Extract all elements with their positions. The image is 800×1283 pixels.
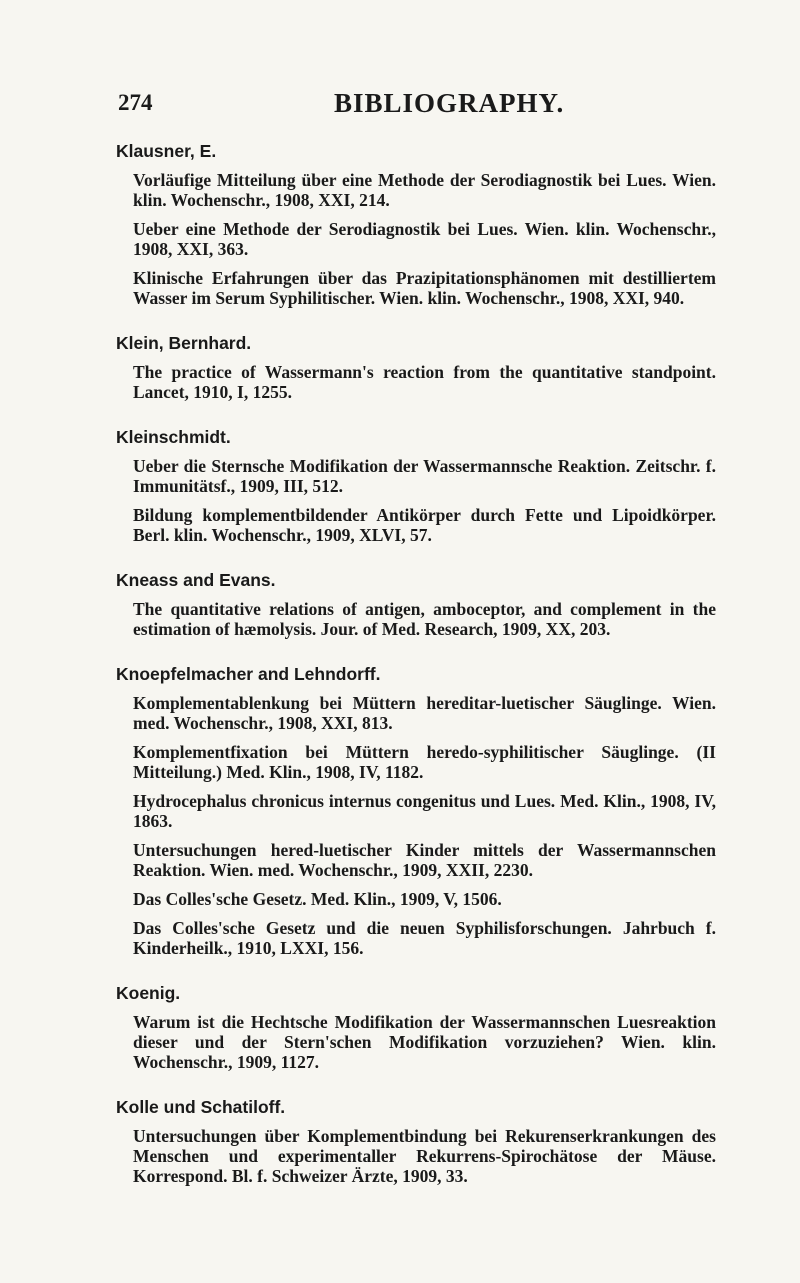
- page-header: [118, 88, 718, 122]
- author-name: Klein, Bernhard.: [116, 333, 252, 353]
- reference: Klinische Erfahrungen über das Prazipitationsphänomen mit destilliertem Wasser im Serum Syphilitischer. Wien. klin. Wochenschr., 1908, XXI, 940.: [133, 268, 716, 308]
- reference: Das Colles'sche Gesetz. Med. Klin., 1909, V, 1506.: [133, 889, 502, 909]
- reference: Komplementablenkung bei Müttern hereditar-luetischer Säuglinge. Wien. med. Wochenschr., 1908, XXI, 813.: [133, 693, 716, 733]
- author-entry: [116, 140, 716, 308]
- author-name: Knoepfelmacher and Lehndorff.: [116, 664, 381, 684]
- reference: Untersuchungen über Komplementbindung bei Rekurenserkrankungen des Menschen und experimentaller Rekurrens-Spirochätose der Mäuse. Korrespond. Bl. f. Schweizer Ärzte, 1909, 33.: [133, 1126, 716, 1186]
- page-number: 274: [118, 90, 153, 115]
- bibliography-list: [116, 140, 716, 1210]
- reference: Vorläufige Mitteilung über eine Methode der Serodiagnostik bei Lues. Wien. klin. Wochenschr., 1908, XXI, 214.: [133, 170, 716, 210]
- page-title: BIBLIOGRAPHY.: [334, 88, 565, 118]
- reference: Bildung komplementbildender Antikörper durch Fette und Lipoidkörper. Berl. klin. Wochenschr., 1909, XLVI, 57.: [133, 505, 716, 545]
- reference: Untersuchungen hered-luetischer Kinder mittels der Wassermannschen Reaktion. Wien. med. Wochenschr., 1909, XXII, 2230.: [133, 840, 716, 880]
- author-entry: [116, 982, 716, 1072]
- reference: Hydrocephalus chronicus internus congenitus und Lues. Med. Klin., 1908, IV, 1863.: [133, 791, 716, 831]
- reference: The quantitative relations of antigen, amboceptor, and complement in the estimation of hæmolysis. Jour. of Med. Research, 1909, XX, 203.: [133, 599, 716, 639]
- author-entry: [116, 332, 716, 402]
- reference: Ueber eine Methode der Serodiagnostik bei Lues. Wien. klin. Wochenschr., 1908, XXI, 363.: [133, 219, 716, 259]
- reference: The practice of Wassermann's reaction from the quantitative standpoint. Lancet, 1910, I, 1255.: [133, 362, 716, 402]
- author-name: Koenig.: [116, 983, 181, 1003]
- author-entry: [116, 1096, 716, 1186]
- author-name: Kolle und Schatiloff.: [116, 1097, 286, 1117]
- author-name: Klausner, E.: [116, 141, 217, 161]
- reference: Komplementfixation bei Müttern heredo-syphilitischer Säuglinge. (II Mitteilung.) Med. Klin., 1908, IV, 1182.: [133, 742, 716, 782]
- author-name: Kneass and Evans.: [116, 570, 276, 590]
- reference: Das Colles'sche Gesetz und die neuen Syphilisforschungen. Jahrbuch f. Kinderheilk., 1910, LXXI, 156.: [133, 918, 716, 958]
- author-name: Kleinschmidt.: [116, 427, 231, 447]
- author-entry: [116, 426, 716, 545]
- author-entry: [116, 663, 716, 958]
- reference: Warum ist die Hechtsche Modifikation der Wassermannschen Luesreaktion dieser und der Stern'schen Modifikation vorzuziehen? Wien. klin. Wochenschr., 1909, 1127.: [133, 1012, 716, 1072]
- author-entry: [116, 569, 716, 639]
- reference: Ueber die Sternsche Modifikation der Wassermannsche Reaktion. Zeitschr. f. Immunitätsf., 1909, III, 512.: [133, 456, 716, 496]
